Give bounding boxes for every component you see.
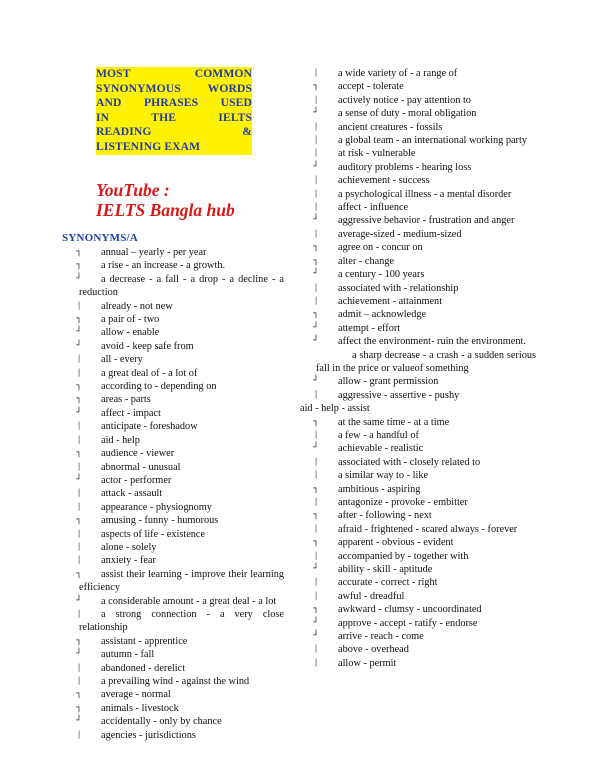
title-line: SYNONYMOUS WORDS <box>96 81 252 95</box>
title-line: LISTENING EXAM <box>96 140 252 155</box>
item-text: allow - grant permission <box>338 376 439 388</box>
item-text: avoid - keep safe from <box>101 340 194 352</box>
item-text: a sense of duty - moral obligation <box>338 108 477 120</box>
item-text: attempt - effort <box>338 322 401 334</box>
item-text: achievable - realistic <box>338 443 424 455</box>
synonym-list-left <box>79 246 284 742</box>
item-text: anxiety - fear <box>101 555 156 567</box>
list-item <box>316 496 536 509</box>
list-item <box>79 326 284 339</box>
list-item <box>316 134 536 147</box>
item-text: a psychological illness - a mental disorder <box>338 188 512 200</box>
list-item <box>316 107 536 120</box>
list-item <box>79 688 284 701</box>
list-item <box>79 648 284 661</box>
item-text: a decrease - a fall - a drop - a decline - a reduction <box>79 273 284 299</box>
bullet-icon <box>74 420 84 433</box>
item-text: areas - parts <box>101 394 151 406</box>
item-text: awful - dreadful <box>338 590 405 602</box>
item-text: auditory problems - hearing loss <box>338 161 472 173</box>
list-item <box>79 407 284 420</box>
item-text: associated with - closely related to <box>338 456 481 468</box>
list-item <box>316 643 536 656</box>
item-text: associated with - relationship <box>338 282 459 294</box>
bullet-icon <box>311 442 321 455</box>
item-text: approve - accept - ratify - endorse <box>338 617 478 629</box>
list-item <box>316 563 536 576</box>
bullet-icon <box>311 255 321 268</box>
item-text: a rise - an increase - a growth. <box>101 260 226 272</box>
bullet-icon <box>74 326 84 339</box>
title-line: READING & <box>96 125 252 139</box>
bullet-icon <box>311 643 321 656</box>
list-item <box>79 595 284 608</box>
list-item <box>316 147 536 160</box>
bullet-icon <box>74 675 84 688</box>
list-item <box>316 429 536 442</box>
list-item <box>316 295 536 308</box>
item-text: aggressive behavior - frustration and anger <box>338 215 515 227</box>
item-text: audience - viewer <box>101 448 175 460</box>
bullet-icon <box>74 554 84 567</box>
bullet-icon <box>74 487 84 500</box>
item-text: already - not new <box>101 300 173 312</box>
bullet-icon <box>74 434 84 447</box>
item-text: amusing - funny - humorous <box>101 515 219 527</box>
list-item <box>316 389 536 402</box>
item-text: above - overhead <box>338 644 409 656</box>
list-item <box>316 416 536 429</box>
item-text: achievement - attainment <box>338 295 443 307</box>
bullet-icon <box>74 300 84 313</box>
bullet-icon <box>311 509 321 522</box>
list-item <box>79 313 284 326</box>
list-item <box>79 380 284 393</box>
item-text: a pair of - two <box>101 314 160 326</box>
bullet-icon <box>311 228 321 241</box>
item-text: a prevailing wind - against the wind <box>101 676 250 687</box>
list-item <box>79 447 284 460</box>
list-item <box>316 188 536 201</box>
bullet-icon <box>311 657 321 670</box>
item-text: affect the environment- ruin the environment. <box>338 336 526 348</box>
bullet-icon <box>311 80 321 93</box>
item-text: apparent - obvious - evident <box>338 537 454 549</box>
item-text: a century - 100 years <box>338 269 425 281</box>
bullet-icon <box>311 483 321 496</box>
title-line: MOST COMMON <box>96 67 252 80</box>
item-text: accompanied by - together with <box>338 550 469 562</box>
item-text: at the same time - at a time <box>338 416 450 428</box>
list-item <box>316 335 536 348</box>
list-item <box>316 523 536 536</box>
item-text: arrive - reach - come <box>338 631 424 643</box>
item-text: animals - livestock <box>101 702 179 714</box>
list-item <box>316 94 536 107</box>
bullet-icon <box>311 496 321 509</box>
bullet-icon <box>311 335 321 348</box>
list-item <box>316 201 536 214</box>
item-text: a wide variety of - a range of <box>338 68 458 79</box>
item-text: ambitious - aspiring <box>338 483 421 495</box>
bullet-icon <box>311 188 321 201</box>
bullet-icon <box>311 603 321 616</box>
list-item <box>79 420 284 433</box>
bullet-icon <box>311 147 321 160</box>
item-text: ability - skill - aptitude <box>338 564 433 576</box>
item-text: all - every <box>101 354 143 366</box>
bullet-icon <box>74 568 84 581</box>
item-text: a strong connection - a very close relationship <box>79 608 284 634</box>
item-text: according to - depending on <box>101 381 217 393</box>
bullet-icon <box>311 563 321 576</box>
bullet-icon <box>311 322 321 335</box>
list-item <box>316 576 536 589</box>
bullet-icon <box>311 295 321 308</box>
item-text: average-sized - medium-sized <box>338 228 462 240</box>
list-item <box>316 282 536 295</box>
item-text: abnormal - unusual <box>101 461 181 473</box>
youtube-credit <box>96 180 235 220</box>
item-text: afraid - frightened - scared always - forever <box>338 523 518 535</box>
bullet-icon <box>311 121 321 134</box>
list-item <box>316 308 536 321</box>
bullet-icon <box>74 635 84 648</box>
bullet-icon <box>311 469 321 482</box>
item-text: a sharp decrease - a crash - a sudden serious fall in the price or valueof something <box>316 349 536 374</box>
item-text: actively notice - pay attention to <box>338 94 471 106</box>
list-item <box>79 393 284 406</box>
bullet-icon <box>311 107 321 120</box>
list-item <box>79 702 284 715</box>
item-text: accurate - correct - right <box>338 577 438 589</box>
list-item <box>79 300 284 313</box>
list-item <box>316 67 536 80</box>
bullet-icon <box>74 367 84 380</box>
bullet-icon <box>311 241 321 254</box>
bullet-icon <box>311 630 321 643</box>
item-text: after - following - next <box>338 510 432 522</box>
item-text: attack - assault <box>101 488 163 500</box>
bullet-icon <box>311 389 321 402</box>
item-text: aggressive - assertive - pushy <box>338 389 460 401</box>
bullet-icon <box>74 393 84 406</box>
list-item <box>316 255 536 268</box>
list-item <box>316 442 536 455</box>
list-item <box>79 568 284 595</box>
list-item <box>79 715 284 728</box>
list-item <box>316 121 536 134</box>
bullet-icon <box>311 134 321 147</box>
list-item <box>316 349 536 376</box>
item-text: aid - help - assist <box>300 403 370 415</box>
list-item <box>316 550 536 563</box>
list-item <box>79 635 284 648</box>
list-item <box>79 729 284 742</box>
bullet-icon <box>74 702 84 715</box>
bullet-icon <box>74 447 84 460</box>
item-text: abandoned - derelict <box>101 662 186 674</box>
item-text: agencies - jurisdictions <box>101 729 196 741</box>
bullet-icon <box>311 536 321 549</box>
bullet-icon <box>311 576 321 589</box>
youtube-label: YouTube : <box>96 180 170 200</box>
list-item <box>316 268 536 281</box>
list-item <box>316 375 536 388</box>
bullet-icon <box>311 550 321 563</box>
list-item <box>79 608 284 635</box>
bullet-icon <box>311 214 321 227</box>
item-text: annual – yearly - per year <box>101 247 207 258</box>
list-item <box>316 214 536 227</box>
title-line: AND PHRASES USED <box>96 96 252 110</box>
bullet-icon <box>74 595 84 608</box>
list-item <box>316 483 536 496</box>
list-item <box>316 590 536 603</box>
item-text: at risk - vulnerable <box>338 148 416 160</box>
list-item <box>79 501 284 514</box>
list-item <box>316 322 536 335</box>
item-text: accidentally - only by chance <box>101 716 222 728</box>
item-text: affect - impact <box>101 407 161 419</box>
list-item <box>79 474 284 487</box>
item-text: ancient creatures - fossils <box>338 121 443 133</box>
list-item <box>316 603 536 616</box>
item-text: aspects of life - existence <box>101 528 206 540</box>
list-item <box>79 662 284 675</box>
list-item <box>79 367 284 380</box>
bullet-icon <box>74 340 84 353</box>
bullet-icon <box>311 456 321 469</box>
list-item <box>316 630 536 643</box>
list-item <box>300 402 536 415</box>
list-item <box>79 487 284 500</box>
list-item <box>316 80 536 93</box>
item-text: a great deal of - a lot of <box>101 367 198 379</box>
bullet-icon <box>311 375 321 388</box>
bullet-icon <box>311 174 321 187</box>
list-item <box>79 541 284 554</box>
document-title <box>96 67 252 155</box>
item-text: aid - help <box>101 434 140 446</box>
bullet-icon <box>74 246 84 259</box>
synonym-list-right <box>300 67 536 670</box>
list-item <box>79 461 284 474</box>
bullet-icon <box>74 648 84 661</box>
bullet-icon <box>74 688 84 701</box>
list-item <box>316 657 536 670</box>
list-item <box>316 536 536 549</box>
item-text: affect - influence <box>338 202 409 214</box>
bullet-icon <box>74 662 84 675</box>
bullet-icon <box>74 407 84 420</box>
item-text: a few - a handful of <box>338 429 419 441</box>
item-text: a similar way to - like <box>338 470 429 482</box>
list-item <box>316 161 536 174</box>
list-item <box>79 246 284 259</box>
bullet-icon <box>311 590 321 603</box>
bullet-icon <box>311 416 321 429</box>
list-item <box>316 617 536 630</box>
bullet-icon <box>74 380 84 393</box>
item-text: assistant - apprentice <box>101 635 188 647</box>
item-text: achievement - success <box>338 175 430 187</box>
item-text: anticipate - foreshadow <box>101 421 198 433</box>
section-heading: SYNONYMS/A <box>62 232 138 244</box>
list-item <box>79 353 284 366</box>
bullet-icon <box>74 715 84 728</box>
bullet-icon <box>74 514 84 527</box>
list-item <box>316 228 536 241</box>
list-item <box>79 528 284 541</box>
bullet-icon <box>311 523 321 536</box>
list-item <box>316 241 536 254</box>
bullet-icon <box>311 161 321 174</box>
bullet-icon <box>74 461 84 474</box>
item-text: a global team - an international working party <box>338 135 527 147</box>
bullet-icon <box>74 541 84 554</box>
bullet-icon <box>74 353 84 366</box>
bullet-icon <box>311 201 321 214</box>
bullet-icon <box>74 259 84 272</box>
list-item <box>316 174 536 187</box>
list-item <box>79 340 284 353</box>
bullet-icon <box>311 94 321 107</box>
bullet-icon <box>74 501 84 514</box>
list-item <box>316 509 536 522</box>
bullet-icon <box>311 67 321 80</box>
list-item <box>79 273 284 300</box>
bullet-icon <box>311 268 321 281</box>
item-text: a considerable amount - a great deal - a lot <box>101 595 277 607</box>
item-text: admit – acknowledge <box>338 309 427 321</box>
bullet-icon <box>311 308 321 321</box>
list-item <box>79 434 284 447</box>
list-item <box>79 554 284 567</box>
bullet-icon <box>74 729 84 742</box>
item-text: appearance - physiognomy <box>101 501 212 513</box>
item-text: accept - tolerate <box>338 81 404 93</box>
item-text: alter - change <box>338 255 395 267</box>
bullet-icon <box>74 313 84 326</box>
item-text: antagonize - provoke - embitter <box>338 497 468 508</box>
bullet-icon <box>74 528 84 541</box>
bullet-icon <box>311 282 321 295</box>
bullet-icon <box>74 273 84 286</box>
item-text: average - normal <box>101 689 171 701</box>
item-text: alone - solely <box>101 541 157 553</box>
item-text: allow - enable <box>101 327 160 339</box>
bullet-icon <box>74 474 84 487</box>
item-text: agree on - concur on <box>338 242 423 254</box>
list-item <box>79 514 284 527</box>
list-item <box>316 469 536 482</box>
channel-name: IELTS Bangla hub <box>96 200 235 220</box>
title-line: IN THE IELTS <box>96 110 252 124</box>
item-text: assist their learning - improve their learning efficiency <box>79 568 284 594</box>
bullet-icon <box>311 617 321 630</box>
bullet-icon <box>311 429 321 442</box>
item-text: autumn - fall <box>101 649 155 661</box>
item-text: actor - performer <box>101 474 172 486</box>
list-item <box>79 675 284 688</box>
list-item <box>316 456 536 469</box>
item-text: awkward - clumsy - uncoordinated <box>338 604 482 616</box>
bullet-icon <box>74 608 84 621</box>
item-text: allow - permit <box>338 657 397 669</box>
list-item <box>79 259 284 272</box>
